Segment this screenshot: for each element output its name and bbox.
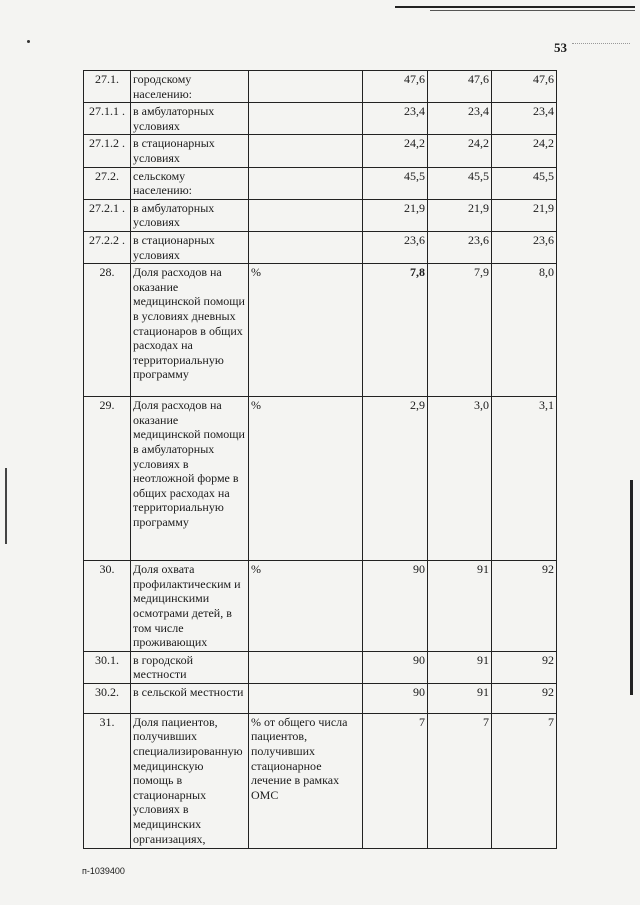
value-year-3: 92 — [492, 651, 557, 683]
scan-top-line — [395, 6, 635, 8]
value-year-1: 7,8 — [363, 264, 428, 397]
indicator-name: Доля охвата профилактическим и медицинскими осмотрами детей, в том числе проживающих — [131, 561, 249, 652]
value-year-2: 45,5 — [428, 167, 492, 199]
value-year-3: 92 — [492, 561, 557, 652]
value-year-2: 21,9 — [428, 199, 492, 231]
indicator-name: Доля пациентов, получивших специализированную медицинскую помощь в стационарных условиях в медицинских организациях, — [131, 713, 249, 848]
value-year-1: 23,4 — [363, 103, 428, 135]
value-year-2: 91 — [428, 683, 492, 713]
scan-top-line-secondary — [430, 10, 635, 11]
value-year-3: 23,4 — [492, 103, 557, 135]
value-year-1: 7 — [363, 713, 428, 848]
document-code: п-1039400 — [82, 866, 125, 876]
value-year-3: 23,6 — [492, 231, 557, 263]
table-row — [84, 651, 557, 683]
table-row — [84, 71, 557, 103]
indicator-name: в стационарных условиях — [131, 231, 249, 263]
indicator-unit — [249, 135, 363, 167]
row-number: 27.2.2 . — [84, 231, 131, 263]
table-row — [84, 683, 557, 713]
value-year-2: 23,4 — [428, 103, 492, 135]
value-year-1: 90 — [363, 683, 428, 713]
indicator-unit: % — [249, 561, 363, 652]
indicator-name: в стационарных условиях — [131, 135, 249, 167]
row-number: 31. — [84, 713, 131, 848]
value-year-2: 7 — [428, 713, 492, 848]
scan-dot — [27, 40, 30, 43]
page-number: 53 — [554, 40, 567, 55]
indicator-unit — [249, 231, 363, 263]
table-row — [84, 713, 557, 848]
indicator-name: в амбулаторных условиях — [131, 199, 249, 231]
value-year-1: 90 — [363, 561, 428, 652]
value-year-1: 23,6 — [363, 231, 428, 263]
value-year-1: 21,9 — [363, 199, 428, 231]
value-year-3: 21,9 — [492, 199, 557, 231]
indicator-unit — [249, 651, 363, 683]
row-number: 29. — [84, 397, 131, 561]
indicator-name: Доля расходов на оказание медицинской помощи в условиях дневных стационаров в общих расходах на территориальную программу — [131, 264, 249, 397]
scan-right-mark — [630, 480, 633, 695]
indicator-unit — [249, 683, 363, 713]
row-number: 30.1. — [84, 651, 131, 683]
table-row — [84, 103, 557, 135]
value-year-2: 3,0 — [428, 397, 492, 561]
value-year-2: 23,6 — [428, 231, 492, 263]
indicator-unit: % от общего числа пациентов, получивших стационарное лечение в рамках ОМС — [249, 713, 363, 848]
table-row — [84, 167, 557, 199]
indicators-table — [83, 70, 557, 849]
row-number: 27.1.1 . — [84, 103, 131, 135]
table-row — [84, 135, 557, 167]
indicator-name: городскому населению: — [131, 71, 249, 103]
scan-left-mark — [5, 468, 7, 544]
value-year-1: 24,2 — [363, 135, 428, 167]
indicator-unit — [249, 199, 363, 231]
value-year-3: 3,1 — [492, 397, 557, 561]
indicator-name: в амбулаторных условиях — [131, 103, 249, 135]
row-number: 30.2. — [84, 683, 131, 713]
indicator-name: сельскому населению: — [131, 167, 249, 199]
row-number: 27.1. — [84, 71, 131, 103]
value-year-3: 7 — [492, 713, 557, 848]
row-number: 27.2.1 . — [84, 199, 131, 231]
row-number: 27.1.2 . — [84, 135, 131, 167]
indicator-unit: % — [249, 264, 363, 397]
row-number: 27.2. — [84, 167, 131, 199]
table-row — [84, 561, 557, 652]
value-year-2: 47,6 — [428, 71, 492, 103]
table-row — [84, 231, 557, 263]
row-number: 30. — [84, 561, 131, 652]
indicator-unit — [249, 167, 363, 199]
table-row — [84, 264, 557, 397]
value-year-1: 47,6 — [363, 71, 428, 103]
value-year-1: 90 — [363, 651, 428, 683]
row-number: 28. — [84, 264, 131, 397]
indicator-name: в городской местности — [131, 651, 249, 683]
value-year-1: 2,9 — [363, 397, 428, 561]
value-year-3: 8,0 — [492, 264, 557, 397]
value-year-3: 92 — [492, 683, 557, 713]
value-year-2: 24,2 — [428, 135, 492, 167]
value-year-3: 24,2 — [492, 135, 557, 167]
indicator-unit — [249, 71, 363, 103]
value-year-1: 45,5 — [363, 167, 428, 199]
scan-noise — [572, 43, 630, 47]
table-row — [84, 397, 557, 561]
value-year-3: 45,5 — [492, 167, 557, 199]
value-year-2: 91 — [428, 561, 492, 652]
value-year-2: 91 — [428, 651, 492, 683]
table-row — [84, 199, 557, 231]
indicator-name: Доля расходов на оказание медицинской помощи в амбулаторных условиях в неотложной форме в общих расходах на территориальную программу — [131, 397, 249, 561]
value-year-3: 47,6 — [492, 71, 557, 103]
indicator-unit: % — [249, 397, 363, 561]
value-year-2: 7,9 — [428, 264, 492, 397]
indicator-name: в сельской местности — [131, 683, 249, 713]
indicator-unit — [249, 103, 363, 135]
